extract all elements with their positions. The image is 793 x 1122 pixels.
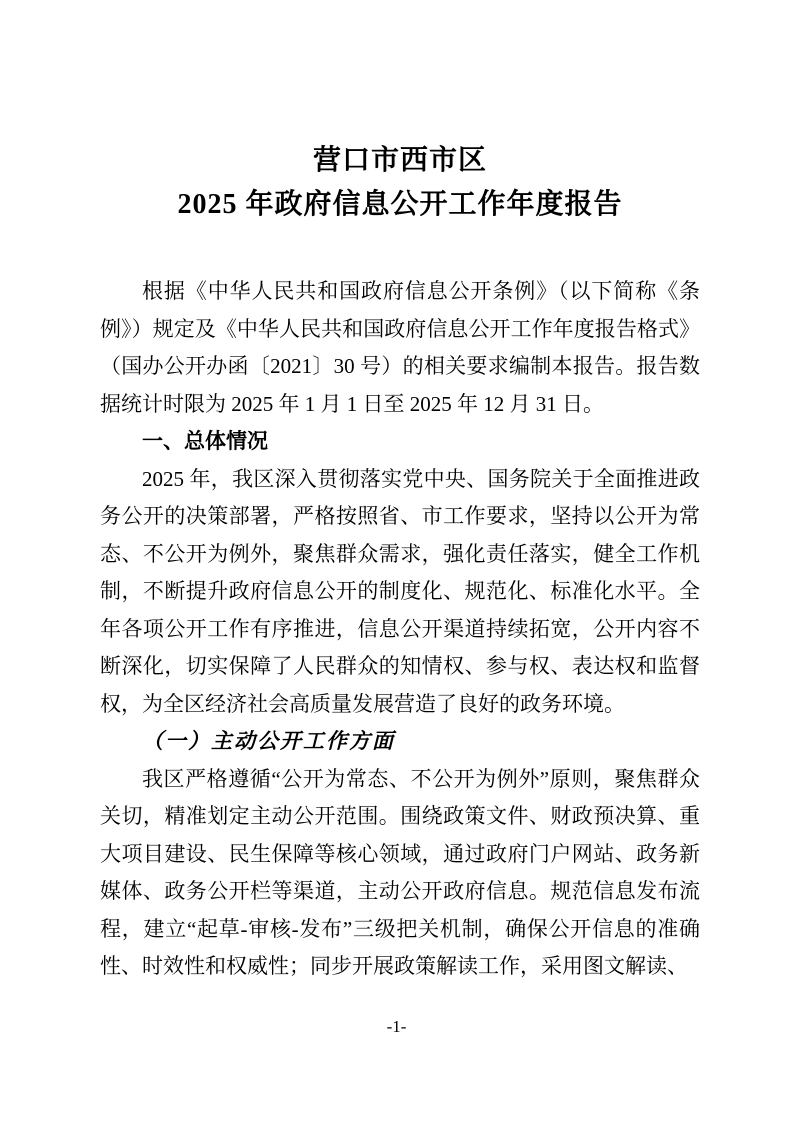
intro-paragraph: 根据《中华人民共和国政府信息公开条例》（以下简称《条例》）规定及《中华人民共和国政府信息公开工作年度报告格式》（国办公开办函〔2021〕30 号）的相关要求编制本报告。报告数据统计时限为 2025 年 1 月 1 日至 2025 年 12 月 31 日。: [100, 279, 700, 416]
document-title: [100, 139, 700, 227]
section-1-paragraph: 2025 年，我区深入贯彻落实党中央、国务院关于全面推进政务公开的决策部署，严格按照省、市工作要求，坚持以公开为常态、不公开为例外，聚焦群众需求，强化责任落实，健全工作机制，不断提升政府信息公开的制度化、规范化、标准化水平。全年各项公开工作有序推进，信息公开渠道持续拓宽，公开内容不断深化，切实保障了人民群众的知情权、参与权、表达权和监督权，为全区经济社会高质量发展营造了良好的政务环境。: [100, 466, 700, 716]
document-title-line1: 营口市西市区: [312, 145, 487, 176]
page-number: -1-: [386, 1017, 407, 1036]
section-1-heading: 一、总体情况: [142, 430, 268, 453]
subsection-1-heading: （一）主动公开工作方面: [142, 729, 395, 753]
document-content: [100, 139, 700, 986]
subsection-1-paragraph: 我区严格遵循“公开为常态、不公开为例外”原则，聚焦群众关切，精准划定主动公开范围。围绕政策文件、财政预决算、重大项目建设、民生保障等核心领域，通过政府门户网站、政务新媒体、政务公开栏等渠道，主动公开政府信息。规范信息发布流程，建立“起草-审核-发布”三级把关机制，确保公开信息的准确性、时效性和权威性；同步开展政策解读工作，采用图文解读、: [100, 766, 700, 978]
document-title-line2: 2025 年政府信息公开工作年度报告: [177, 189, 623, 220]
